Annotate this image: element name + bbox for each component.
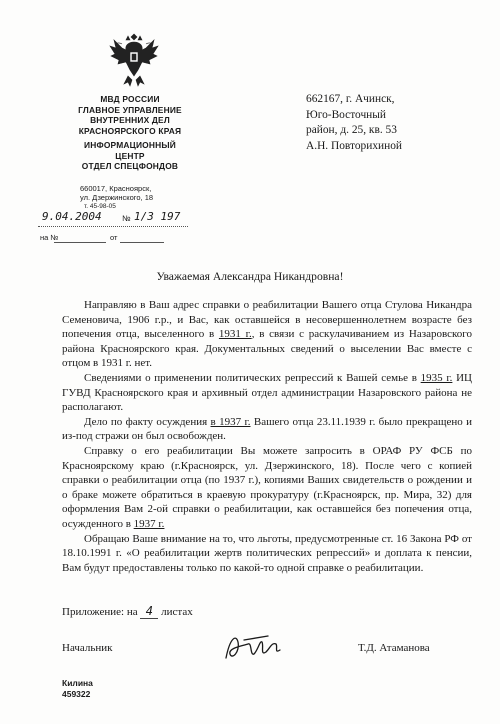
reference-on-label: на № — [40, 233, 59, 242]
underlined-year: 1931 г. — [218, 328, 252, 341]
recipient-line: А.Н. Повторихиной — [306, 139, 403, 152]
handwritten-signature — [220, 628, 290, 668]
phone-line: т. 45-98-05 — [84, 203, 116, 210]
address-line: ул. Дзержинского, 18 — [80, 193, 154, 202]
attachment-prefix: Приложение: на — [62, 606, 138, 618]
registration-line — [30, 210, 230, 230]
underlined-year: 1935 г. — [420, 371, 453, 384]
handwritten-reg-number: 1/3 197 — [134, 210, 181, 223]
executor-name: Килина — [62, 678, 93, 688]
org-line: КРАСНОЯРСКОГО КРАЯ — [78, 125, 182, 136]
paragraph: Сведениями о применении политических репрессий к Вашей семье в 1935 г. ИЦ ГУВД Красноярского края и архивный отдел администрации Назаровского района не располагают. — [62, 371, 472, 414]
org-line: ИНФОРМАЦИОННЫЙ — [84, 140, 176, 150]
underlined-year: 1937 г. — [133, 517, 165, 530]
underlined-year: в 1937 г. — [210, 415, 251, 428]
org-line: ВНУТРЕННИХ ДЕЛ — [90, 115, 170, 125]
attachment-suffix: листах — [161, 606, 193, 618]
paragraph: Обращаю Ваше внимание на то, что льготы, предусмотренные ст. 16 Закона РФ от 18.10.1991 г. «О реабилитации жертв политических репрессий» и доплата к пенсии, Вам будут предоставлены только по какой-то одной справке о реабилитации. — [62, 532, 472, 574]
executor-info — [62, 678, 93, 700]
salutation: Уважаемая Александра Никандровна! — [156, 270, 344, 283]
handwritten-date: 9.04.2004 — [42, 210, 102, 223]
attachment-page-count: 4 — [140, 604, 158, 619]
letter-body — [62, 298, 472, 575]
paragraph: Дело по факту осуждения в 1937 г. Вашего отца 23.11.1939 г. было прекращено и из-под стражи он был освобожден. — [62, 415, 473, 443]
recipient-address — [306, 92, 496, 154]
recipient-line: Юго-Восточный — [306, 108, 387, 121]
org-line: ОТДЕЛ СПЕЦФОНДОВ — [81, 161, 179, 171]
reference-line — [40, 233, 200, 245]
paragraph: Направляю в Ваш адрес справки о реабилитации Вашего отца Стулова Никандра Семеновича, 1906 г.р., и Вас, как оставшейся в несовершеннолетнем возрасте без попечения отца, выселенного в 1931 г., в связи с раскулачиванием из Назаровского района Красноярского края. Документальных сведений о выселении Вас вместе с отцом в 1931 г. нет. — [62, 299, 472, 370]
signer-title: Начальник — [62, 642, 113, 654]
reference-from-label: от — [110, 233, 118, 242]
address-line: 660017, Красноярск, — [80, 184, 152, 193]
issuing-organization — [50, 94, 210, 172]
attachment-line — [62, 604, 193, 619]
org-line: ЦЕНТР — [115, 150, 145, 161]
org-line: ГЛАВНОЕ УПРАВЛЕНИЕ — [78, 104, 182, 115]
org-line: МВД РОССИИ — [100, 94, 160, 104]
executor-phone: 459322 — [62, 689, 91, 699]
recipient-line: район, д. 25, кв. 53 — [306, 124, 397, 136]
double-headed-eagle-emblem — [108, 30, 160, 88]
paragraph: Справку о его реабилитации Вы можете запросить в ОРАФ РУ ФСБ по Красноярскому краю (г.Красноярск, ул. Дзержинского, 18). После чего с копией справки о реабилитации отца (по 1937 г.), копиями Ваших свидетельств о рождении и о браке можете обратиться в краевую прокуратуру (г.Красноярск, пр. Мира, 32) для оформления Вам 2-ой справки о реабилитации, как оставшейся без попечения отца, осужденного в 1937 г. — [62, 444, 472, 530]
recipient-line: 662167, г. Ачинск, — [306, 93, 395, 105]
signer-name: Т.Д. Атаманова — [358, 642, 430, 654]
reg-number-label: № — [122, 214, 131, 223]
organization-address — [80, 184, 190, 211]
